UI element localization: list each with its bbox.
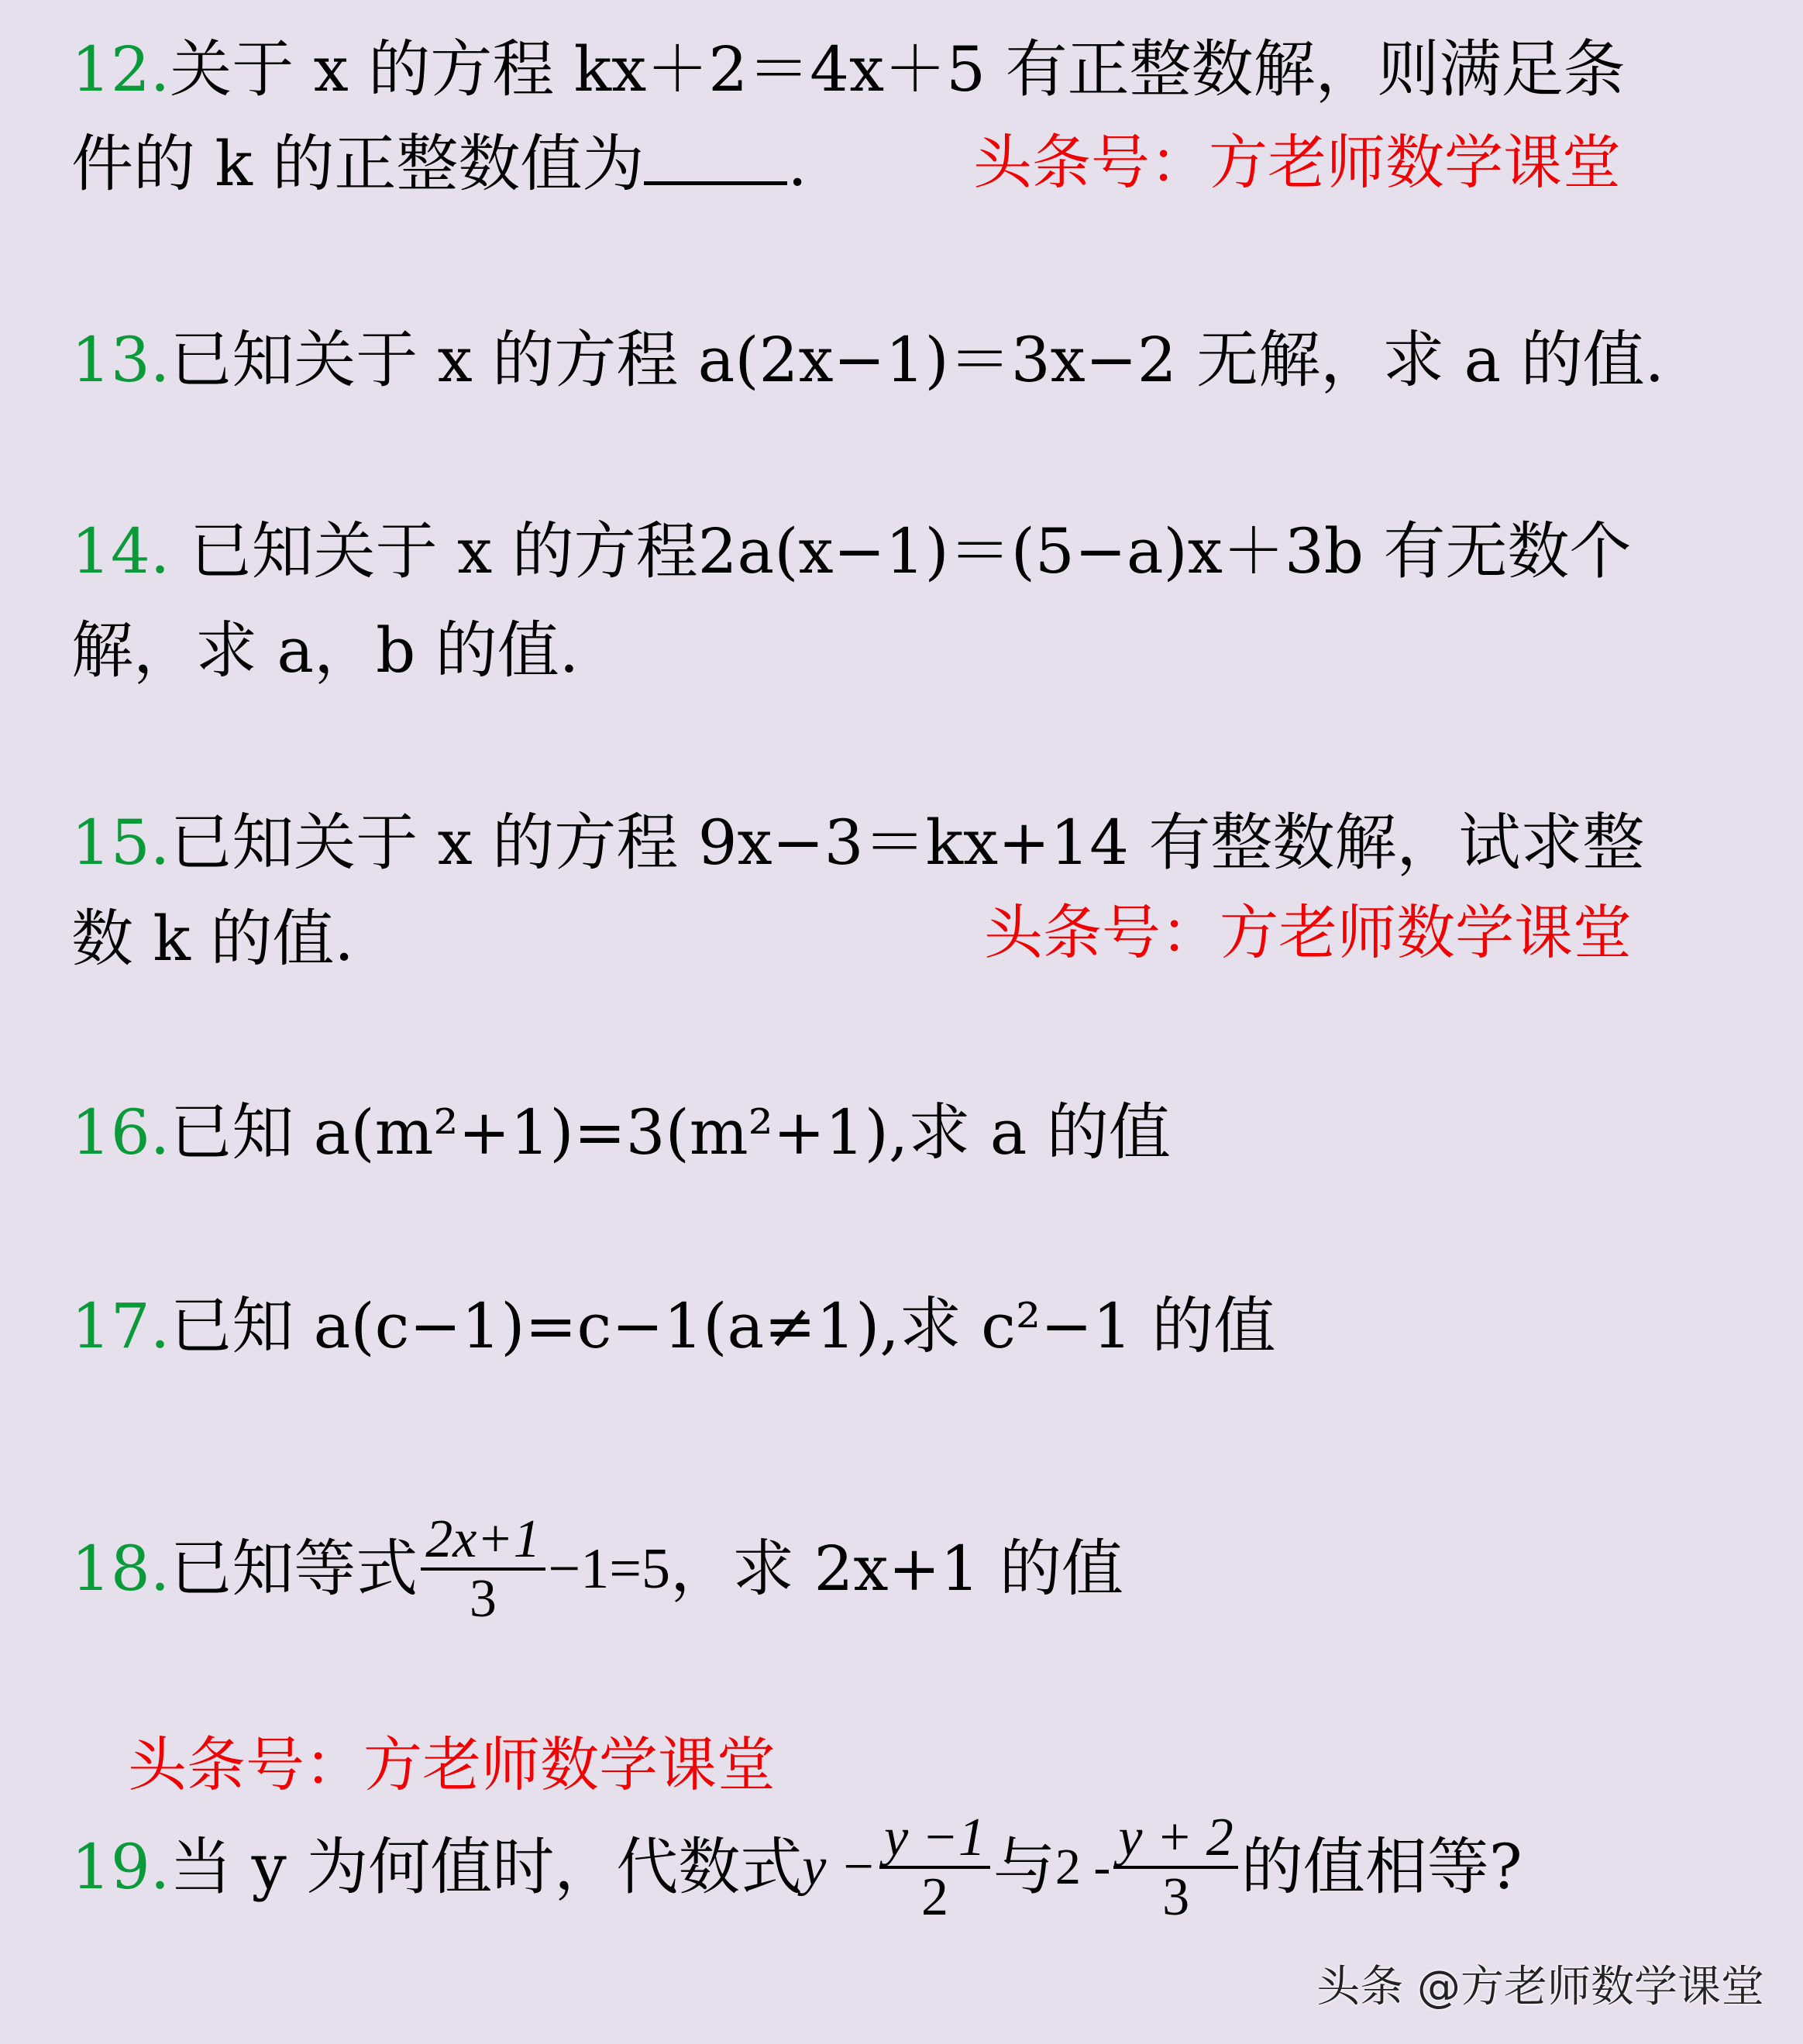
- q16-text: 已知 a(m²+1)=3(m²+1),求 a 的值: [170, 1096, 1171, 1168]
- q14-line1: [71, 515, 1632, 587]
- q18-frac-denominator: 3: [469, 1569, 497, 1629]
- q18-line: [71, 1499, 1123, 1639]
- q19-expr1-lead: y −: [802, 1837, 877, 1897]
- q19-line: [71, 1798, 1523, 1937]
- q12-text-line2: 件的 k 的正整数值为: [71, 128, 645, 200]
- watermark-3: 头条号：方老师数学课堂: [128, 1730, 776, 1799]
- watermark-1: 头条号：方老师数学课堂: [973, 128, 1621, 197]
- q19-frac2-denominator: 3: [1162, 1867, 1190, 1927]
- q18-fraction: [421, 1511, 545, 1628]
- watermark-2: 头条号：方老师数学课堂: [984, 898, 1632, 967]
- q15-text-line2: 数 k 的值.: [71, 903, 354, 975]
- q14-line2: [71, 614, 580, 686]
- q19-fraction-2: [1113, 1809, 1237, 1926]
- q19-fraction-1: [879, 1809, 990, 1926]
- q12-answer-blank: [644, 133, 787, 185]
- q19-pre: 当 y 为何值时，代数式: [170, 1831, 803, 1903]
- q18-equation-tail: −1=5: [548, 1537, 671, 1601]
- q12-line1: [71, 33, 1626, 105]
- q15-number: 15.: [71, 807, 170, 879]
- q15-line1: [71, 807, 1645, 879]
- q12-end: .: [787, 128, 807, 200]
- q19-frac2-numerator: y + 2: [1118, 1807, 1234, 1867]
- q19-frac1-numerator: y −1: [884, 1807, 986, 1867]
- q13-line: [71, 324, 1665, 396]
- q19-frac1-denominator: 2: [921, 1867, 949, 1927]
- q19-mid: 与: [993, 1831, 1055, 1903]
- footer-attribution: 头条 @方老师数学课堂: [1316, 1962, 1764, 2012]
- q19-expr2-lead: 2 -: [1055, 1839, 1111, 1895]
- q17-text: 已知 a(c−1)=c−1(a≠1),求 c²−1 的值: [170, 1290, 1276, 1362]
- q16-line: [71, 1096, 1171, 1168]
- q14-number: 14.: [71, 515, 170, 587]
- q18-pre: 已知等式: [170, 1533, 418, 1605]
- q14-text-line2: 解，求 a，b 的值.: [71, 614, 580, 686]
- q12-text-line1: 关于 x 的方程 kx＋2＝4x＋5 有正整数解，则满足条: [170, 33, 1626, 105]
- q19-number: 19.: [71, 1831, 170, 1903]
- q14-text-line1: 已知关于 x 的方程2a(x−1)＝(5−a)x＋3b 有无数个: [189, 515, 1632, 587]
- q18-frac-numerator: 2x+1: [425, 1509, 541, 1569]
- q18-post: ，求 2x+1 的值: [670, 1533, 1123, 1605]
- q13-number: 13.: [71, 324, 170, 396]
- q19-post: 的值相等?: [1240, 1831, 1523, 1903]
- q15-text-line1: 已知关于 x 的方程 9x−3＝kx+14 有整数解，试求整: [170, 807, 1645, 879]
- q12-line2: [71, 128, 807, 200]
- q15-line2: [71, 903, 354, 975]
- q17-number: 17.: [71, 1290, 170, 1362]
- q17-line: [71, 1290, 1276, 1362]
- q13-text: 已知关于 x 的方程 a(2x−1)＝3x−2 无解，求 a 的值.: [170, 324, 1665, 396]
- q16-number: 16.: [71, 1096, 170, 1168]
- q12-number: 12.: [71, 33, 170, 105]
- q18-number: 18.: [71, 1533, 170, 1605]
